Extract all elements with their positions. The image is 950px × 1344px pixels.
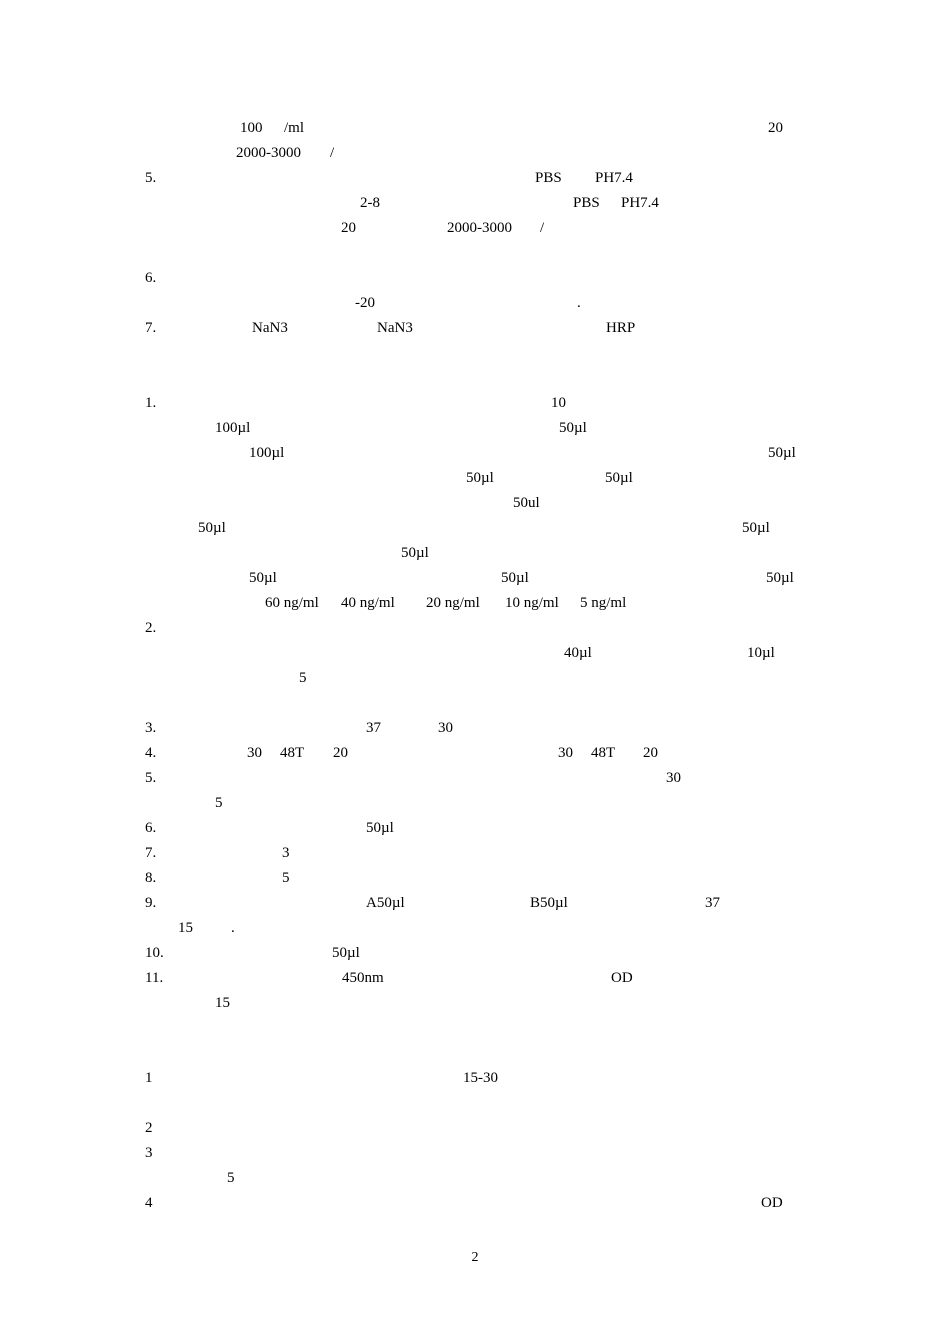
text-fragment: 60 ng/ml xyxy=(265,595,319,611)
text-fragment: 10 xyxy=(551,395,566,411)
text-fragment: 1. xyxy=(145,395,157,411)
text-fragment: 4. xyxy=(145,745,157,761)
text-fragment: 50µl xyxy=(401,545,429,561)
text-fragment: 10. xyxy=(145,945,164,961)
text-fragment: 7. xyxy=(145,320,157,336)
text-fragment: . xyxy=(231,920,235,936)
text-fragment: 20 xyxy=(643,745,658,761)
text-fragment: 5 xyxy=(299,670,307,686)
text-fragment: 50µl xyxy=(366,820,394,836)
text-fragment: 3. xyxy=(145,720,157,736)
text-fragment: 100µl xyxy=(215,420,251,436)
text-fragment: 9. xyxy=(145,895,157,911)
text-fragment: 3 xyxy=(145,1145,153,1161)
text-fragment: 50µl xyxy=(501,570,529,586)
text-fragment: 5. xyxy=(145,170,157,186)
text-fragment: 50µl xyxy=(768,445,796,461)
text-fragment: 30 xyxy=(438,720,453,736)
text-fragment: 10µl xyxy=(747,645,775,661)
text-fragment: 2000-3000 xyxy=(447,220,512,236)
text-fragment: 2. xyxy=(145,620,157,636)
text-fragment: 50µl xyxy=(249,570,277,586)
text-fragment: 5 xyxy=(282,870,290,886)
text-fragment: 10 ng/ml xyxy=(505,595,559,611)
text-fragment: 40µl xyxy=(564,645,592,661)
text-fragment: 37 xyxy=(705,895,720,911)
text-fragment: 20 xyxy=(333,745,348,761)
text-fragment: /ml xyxy=(284,120,305,136)
text-fragment: 2-8 xyxy=(360,195,380,211)
text-fragment: OD xyxy=(761,1195,783,1211)
text-fragment: 6. xyxy=(145,270,157,286)
text-fragment: 50µl xyxy=(605,470,633,486)
text-fragment: 48T xyxy=(280,745,305,761)
text-fragment: 4 xyxy=(145,1195,153,1211)
text-fragment: . xyxy=(577,295,581,311)
text-fragment: OD xyxy=(611,970,633,986)
text-fragment: 1 xyxy=(145,1070,153,1086)
text-fragment: 6. xyxy=(145,820,157,836)
text-fragment: 15 xyxy=(178,920,193,936)
text-fragment: 50ul xyxy=(513,495,540,511)
text-fragment: / xyxy=(540,220,545,236)
text-fragment: 2000-3000 xyxy=(236,145,301,161)
text-fragment: PH7.4 xyxy=(621,195,659,211)
text-fragment: PH7.4 xyxy=(595,170,633,186)
text-fragment: -20 xyxy=(355,295,375,311)
text-fragment: 50µl xyxy=(198,520,226,536)
text-fragment: HRP xyxy=(606,320,636,336)
text-fragment: 20 ng/ml xyxy=(426,595,480,611)
text-fragment: 30 xyxy=(666,770,681,786)
text-fragment: 3 xyxy=(282,845,290,861)
text-fragment: 11. xyxy=(145,970,164,986)
text-fragment: 15 xyxy=(215,995,230,1011)
page-number: 2 xyxy=(471,1250,479,1265)
text-fragment: 5 ng/ml xyxy=(580,595,627,611)
text-fragment: 50µl xyxy=(559,420,587,436)
text-fragment: 100 xyxy=(240,120,263,136)
text-fragment: 37 xyxy=(366,720,381,736)
text-fragment: 50µl xyxy=(466,470,494,486)
text-fragment: 50µl xyxy=(332,945,360,961)
text-fragment: PBS xyxy=(535,170,562,186)
text-fragment: 7. xyxy=(145,845,157,861)
text-fragment: 2 xyxy=(145,1120,153,1136)
text-fragment: 30 xyxy=(247,745,262,761)
text-fragment: 5 xyxy=(227,1170,235,1186)
text-fragment: 5. xyxy=(145,770,157,786)
text-fragment: 5 xyxy=(215,795,223,811)
text-fragment: 450nm xyxy=(342,970,384,986)
text-fragment: A50µl xyxy=(366,895,405,911)
text-fragment: 8. xyxy=(145,870,157,886)
text-fragment: 50µl xyxy=(742,520,770,536)
text-fragment: NaN3 xyxy=(377,320,413,336)
text-fragment: 48T xyxy=(591,745,616,761)
text-fragment: NaN3 xyxy=(252,320,288,336)
text-fragment: 20 xyxy=(341,220,356,236)
text-fragment: 15-30 xyxy=(463,1070,498,1086)
text-fragment: 30 xyxy=(558,745,573,761)
text-fragment: 50µl xyxy=(766,570,794,586)
text-fragment: 100µl xyxy=(249,445,285,461)
text-fragment: 20 xyxy=(768,120,783,136)
text-fragment: / xyxy=(330,145,335,161)
text-fragment: PBS xyxy=(573,195,600,211)
text-fragment: B50µl xyxy=(530,895,568,911)
text-fragment: 40 ng/ml xyxy=(341,595,395,611)
